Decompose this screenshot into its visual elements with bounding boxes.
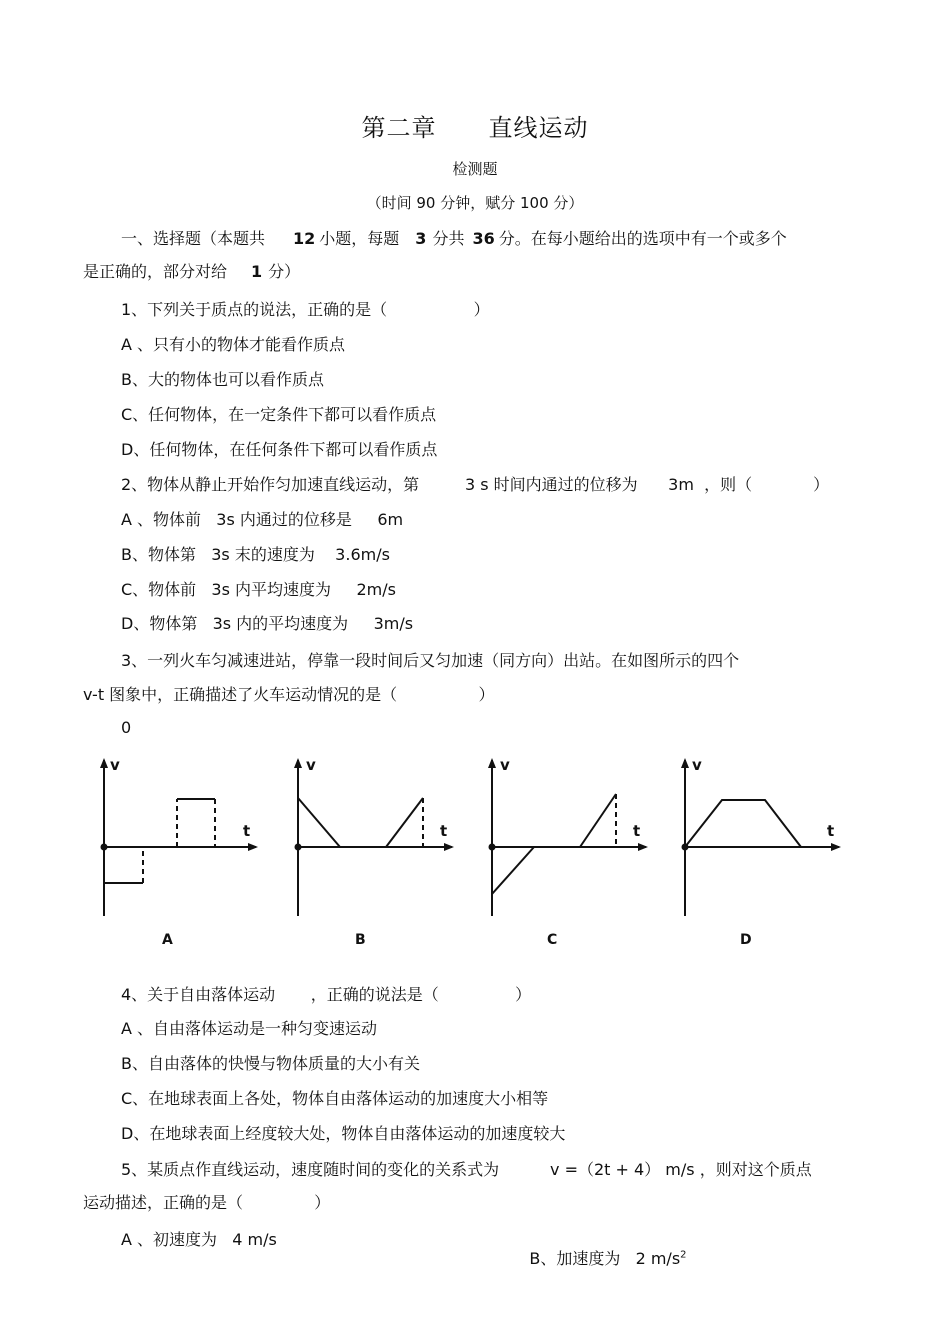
chapter-name: 直线运动 [488, 114, 589, 142]
graph-c-label: C [547, 932, 558, 948]
q5-stem-line1: 5、某质点作直线运动，速度随时间的变化的关系式为 v =（2t + 4） m/s ，则对这个质点 [121, 1160, 812, 1179]
q3-stray-zero: 0 [121, 718, 132, 737]
q2-option-d: D、物体第 3s 内的平均速度为 3m/s [121, 614, 414, 633]
subtitle: 检测题 [452, 160, 498, 178]
q5-option-b [509, 1227, 687, 1288]
intro-total-points: 36 [472, 229, 495, 248]
q2-option-a: A 、物体前 3s 内通过的位移是 6m [121, 510, 404, 529]
chapter-title [0, 108, 950, 143]
graph-a-v-label: v [110, 756, 120, 774]
graph-a [102, 760, 257, 916]
q4-option-c: C、在地球表面上各处，物体自由落体运动的加速度大小相等 [121, 1089, 549, 1108]
q2-stem: 2、物体从静止开始作匀加速直线运动，第 3 s 时间内通过的位移为 3m ，则（ ） [121, 475, 830, 494]
graph-b-label: B [355, 932, 366, 948]
q5-option-b-text: B、加速度为 2 m/s [529, 1249, 681, 1268]
intro-text-c: 分共 [432, 229, 465, 248]
graph-b-v-label: v [306, 756, 316, 774]
intro-number-questions: 12 [293, 229, 316, 248]
q4-option-d: D、在地球表面上经度较大处，物体自由落体运动的加速度较大 [121, 1124, 566, 1143]
graph-d-t-label: t [827, 822, 835, 840]
intro-text-e: 是正确的，部分对给 [83, 262, 228, 281]
exam-meta: （时间 90 分钟，赋分 100 分） [366, 194, 584, 212]
q1-option-c: C、任何物体，在一定条件下都可以看作质点 [121, 405, 437, 424]
chapter-number: 第二章 [361, 114, 437, 142]
graph-d-v-label: v [692, 756, 702, 774]
intro-partial-points: 1 [251, 262, 263, 281]
intro-text-f: 分） [268, 262, 301, 281]
graph-a-t-label: t [243, 822, 251, 840]
graph-c-t-label: t [633, 822, 641, 840]
graph-b-t-label: t [440, 822, 448, 840]
q4-stem: 4、关于自由落体运动 ，正确的说法是（ ） [121, 985, 532, 1004]
graph-a-label: A [162, 932, 173, 948]
intro-points-each: 3 [415, 229, 427, 248]
graph-d-label: D [740, 932, 752, 948]
intro-text-b: 小题，每题 [319, 229, 400, 248]
vt-graphs-figure [80, 740, 860, 955]
q5-stem-line2: 运动描述，正确的是（ ） [83, 1193, 331, 1212]
q1-option-a: A 、只有小的物体才能看作质点 [121, 335, 346, 354]
graph-c [490, 760, 647, 916]
graph-b [296, 760, 453, 916]
graph-c-v-label: v [500, 756, 510, 774]
section-intro-line2 [83, 259, 300, 282]
q5-option-b-exponent: 2 [680, 1249, 687, 1261]
q4-option-a: A 、自由落体运动是一种匀变速运动 [121, 1019, 378, 1038]
q2-option-c: C、物体前 3s 内平均速度为 2m/s [121, 580, 396, 599]
graph-d [683, 760, 840, 916]
q1-stem: 1、下列关于质点的说法，正确的是（ ） [121, 300, 490, 319]
intro-text-a: 一、选择题（本题共 [121, 229, 266, 248]
section-intro [121, 226, 787, 249]
intro-text-d: 分。在每小题给出的选项中有一个或多个 [498, 229, 787, 248]
q1-option-b: B、大的物体也可以看作质点 [121, 370, 324, 389]
q3-stem-line2: v-t 图象中，正确描述了火车运动情况的是（ ） [83, 685, 495, 704]
q1-option-d: D、任何物体，在任何条件下都可以看作质点 [121, 440, 438, 459]
q4-option-b: B、自由落体的快慢与物体质量的大小有关 [121, 1054, 420, 1073]
q2-option-b: B、物体第 3s 末的速度为 3.6m/s [121, 545, 390, 564]
q3-stem-line1: 3、一列火车匀减速进站，停靠一段时间后又匀加速（同方向）出站。在如图所示的四个 [121, 651, 740, 670]
q5-option-a: A 、初速度为 4 m/s [121, 1230, 277, 1249]
